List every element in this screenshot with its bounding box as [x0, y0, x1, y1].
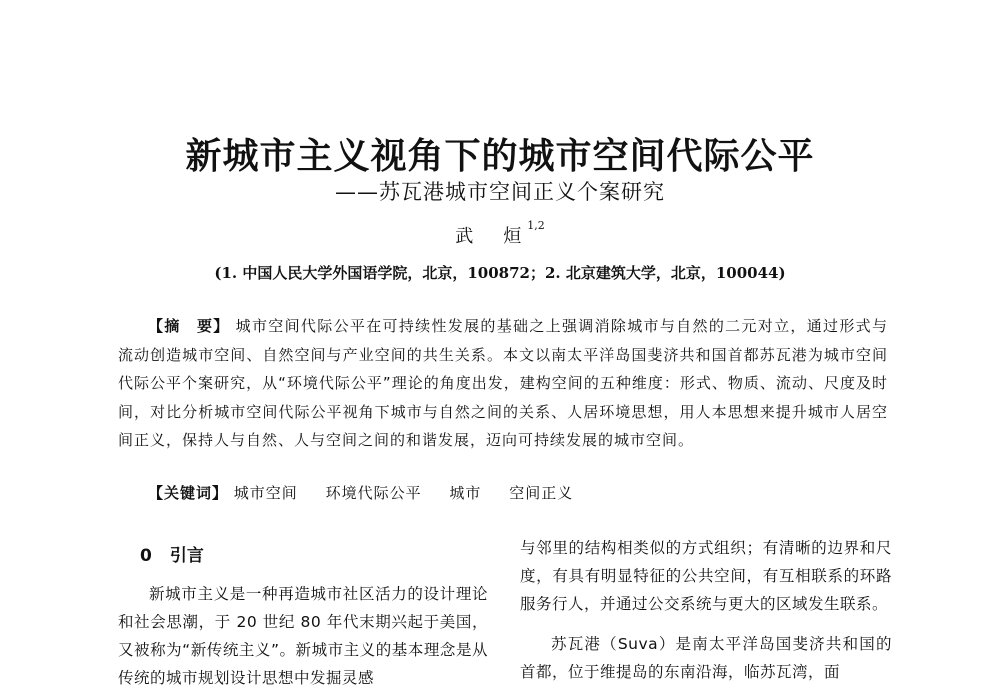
author-line — [0, 219, 1000, 248]
keyword: 城市 — [449, 484, 482, 502]
abstract — [118, 312, 888, 455]
left-column — [118, 542, 488, 692]
section-heading — [118, 542, 488, 570]
author-superscript: 1,2 — [527, 219, 545, 232]
section-title: 引言 — [169, 546, 204, 566]
paper-title: 新城市主义视角下的城市空间代际公平 — [185, 135, 815, 177]
suva-paragraph: 苏瓦港（Suva）是南太平洋岛国斐济共和国的首都，位于维提岛的东南沿海，临苏瓦湾，面 — [520, 635, 892, 681]
intro-paragraph: 新城市主义是一种再造城市社区活力的设计理论和社会思潮，于 20 世纪 80 年代末期兴起于美国，又被称为“新传统主义”。新城市主义的基本理念是从传统的城市规划设计思想中发掘灵感 — [118, 585, 488, 687]
author-name: 武 烜 — [455, 226, 528, 247]
keywords-label: 【关键词】 — [148, 484, 229, 502]
continued-paragraph: 与邻里的结构相类似的方式组织；有清晰的边界和尺度，有具有明显特征的公共空间，有互相联系的环路服务行人，并通过公交系统与更大的区域发生联系。 — [520, 539, 892, 613]
keyword: 环境代际公平 — [325, 484, 422, 502]
right-column — [520, 534, 892, 686]
paper-subtitle: ——苏瓦港城市空间正义个案研究 — [335, 180, 665, 204]
keyword: 城市空间 — [233, 484, 298, 502]
affiliation: (1. 中国人民大学外国语学院，北京，100872；2. 北京建筑大学，北京，100044) — [214, 264, 786, 282]
keywords — [118, 482, 888, 503]
keyword: 空间正义 — [509, 484, 574, 502]
section-number: 0 — [140, 546, 152, 566]
abstract-label: 【摘 要】 — [148, 317, 230, 335]
abstract-text: 城市空间代际公平在可持续性发展的基础之上强调消除城市与自然的二元对立，通过形式与流动创造城市空间、自然空间与产业空间的共生关系。本文以南太平洋岛国斐济共和国首都苏瓦港为城市空间代际公平个案研究，从“环境代际公平”理论的角度出发，建构空间的五种维度：形式、物质、流动、尺度及时间，对比分析城市空间代际公平视角下城市与自然之间的关系、人居环境思想，用人本思想来提升城市人居空间正义，保持人与自然、人与空间之间的和谐发展，迈向可持续发展的城市空间。 — [118, 317, 888, 449]
